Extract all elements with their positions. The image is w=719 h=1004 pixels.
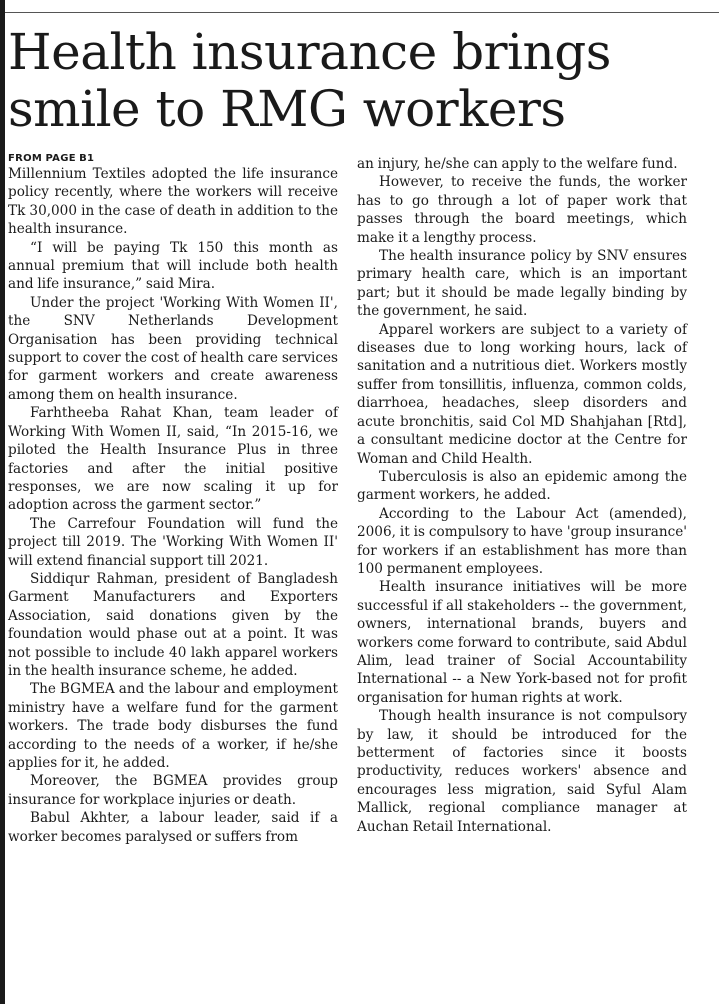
- paragraph: Siddiqur Rahman, president of Bangladesh Garment Manufacturers and Exporters Association, said donations given by the foundation would phase out at a point. It was not possible to include 40 lakh apparel workers in the health insurance scheme, he added.: [8, 570, 338, 679]
- paragraph: The Carrefour Foundation will fund the project till 2019. The 'Working With Women II' will extend financial support till 2021.: [8, 515, 338, 569]
- top-rule: [5, 12, 719, 13]
- article-column-left: [8, 153, 338, 846]
- paragraph: Under the project 'Working With Women II', the SNV Netherlands Development Organisation has been providing technical support to cover the cost of health care services for garment workers and create awareness among them on health insurance.: [8, 294, 338, 403]
- paragraph: According to the Labour Act (amended), 2006, it is compulsory to have 'group insurance' for workers if an establishment has more than 100 permanent employees.: [357, 505, 687, 577]
- paragraph: Moreover, the BGMEA provides group insurance for workplace injuries or death.: [8, 773, 338, 808]
- paragraph: Health insurance initiatives will be more successful if all stakeholders -- the government, owners, international brands, buyers and workers come forward to contribute, said Abdul Alim, lead trainer of Social Accountability International -- a New York-based not for profit organisation for human rights at work.: [357, 579, 687, 706]
- paragraph: However, to receive the funds, the worker has to go through a lot of paper work that passes through the board meetings, which make it a lengthy process.: [357, 174, 687, 246]
- page-edge-rule: [0, 0, 5, 1004]
- paragraph: Babul Akhter, a labour leader, said if a worker becomes paralysed or suffers from: [8, 810, 338, 845]
- paragraph: “I will be paying Tk 150 this month as annual premium that will include both health and life insurance,” said Mira.: [8, 239, 338, 293]
- article-column-right: [357, 155, 687, 836]
- headline: Health insurance brings smile to RMG workers: [8, 23, 611, 138]
- continuation-kicker: FROM PAGE B1: [8, 153, 95, 164]
- paragraph: The health insurance policy by SNV ensures primary health care, which is an important part; but it should be made legally binding by the government, he said.: [357, 248, 687, 320]
- paragraph: an injury, he/she can apply to the welfare fund.: [357, 156, 678, 172]
- paragraph: Apparel workers are subject to a variety of diseases due to long working hours, lack of sanitation and a nutritious diet. Workers mostly suffer from tonsillitis, influenza, common colds, diarrhoea, headaches, sleep disorders and acute bronchitis, said Col MD Shahjahan [Rtd], a consultant medicine doctor at the Centre for Woman and Child Health.: [357, 321, 687, 467]
- paragraph: Though health insurance is not compulsory by law, it should be introduced for the betterment of factories since it boosts productivity, reduces workers' absence and encourages less migration, said Syful Alam Mallick, regional compliance manager at Auchan Retail International.: [357, 708, 687, 835]
- paragraph: The BGMEA and the labour and employment ministry have a welfare fund for the garment workers. The trade body disburses the fund according to the needs of a worker, if he/she applies for it, he added.: [8, 681, 338, 771]
- paragraph: Farhtheeba Rahat Khan, team leader of Working With Women II, said, “In 2015-16, we piloted the Health Insurance Plus in three factories and after the initial positive responses, we are now scaling it up for adoption across the garment sector.”: [8, 405, 338, 514]
- paragraph: Tuberculosis is also an epidemic among the garment workers, he added.: [357, 468, 687, 504]
- paragraph: Millennium Textiles adopted the life insurance policy recently, where the workers will receive Tk 30,000 in the case of death in addition to the health insurance.: [8, 166, 338, 238]
